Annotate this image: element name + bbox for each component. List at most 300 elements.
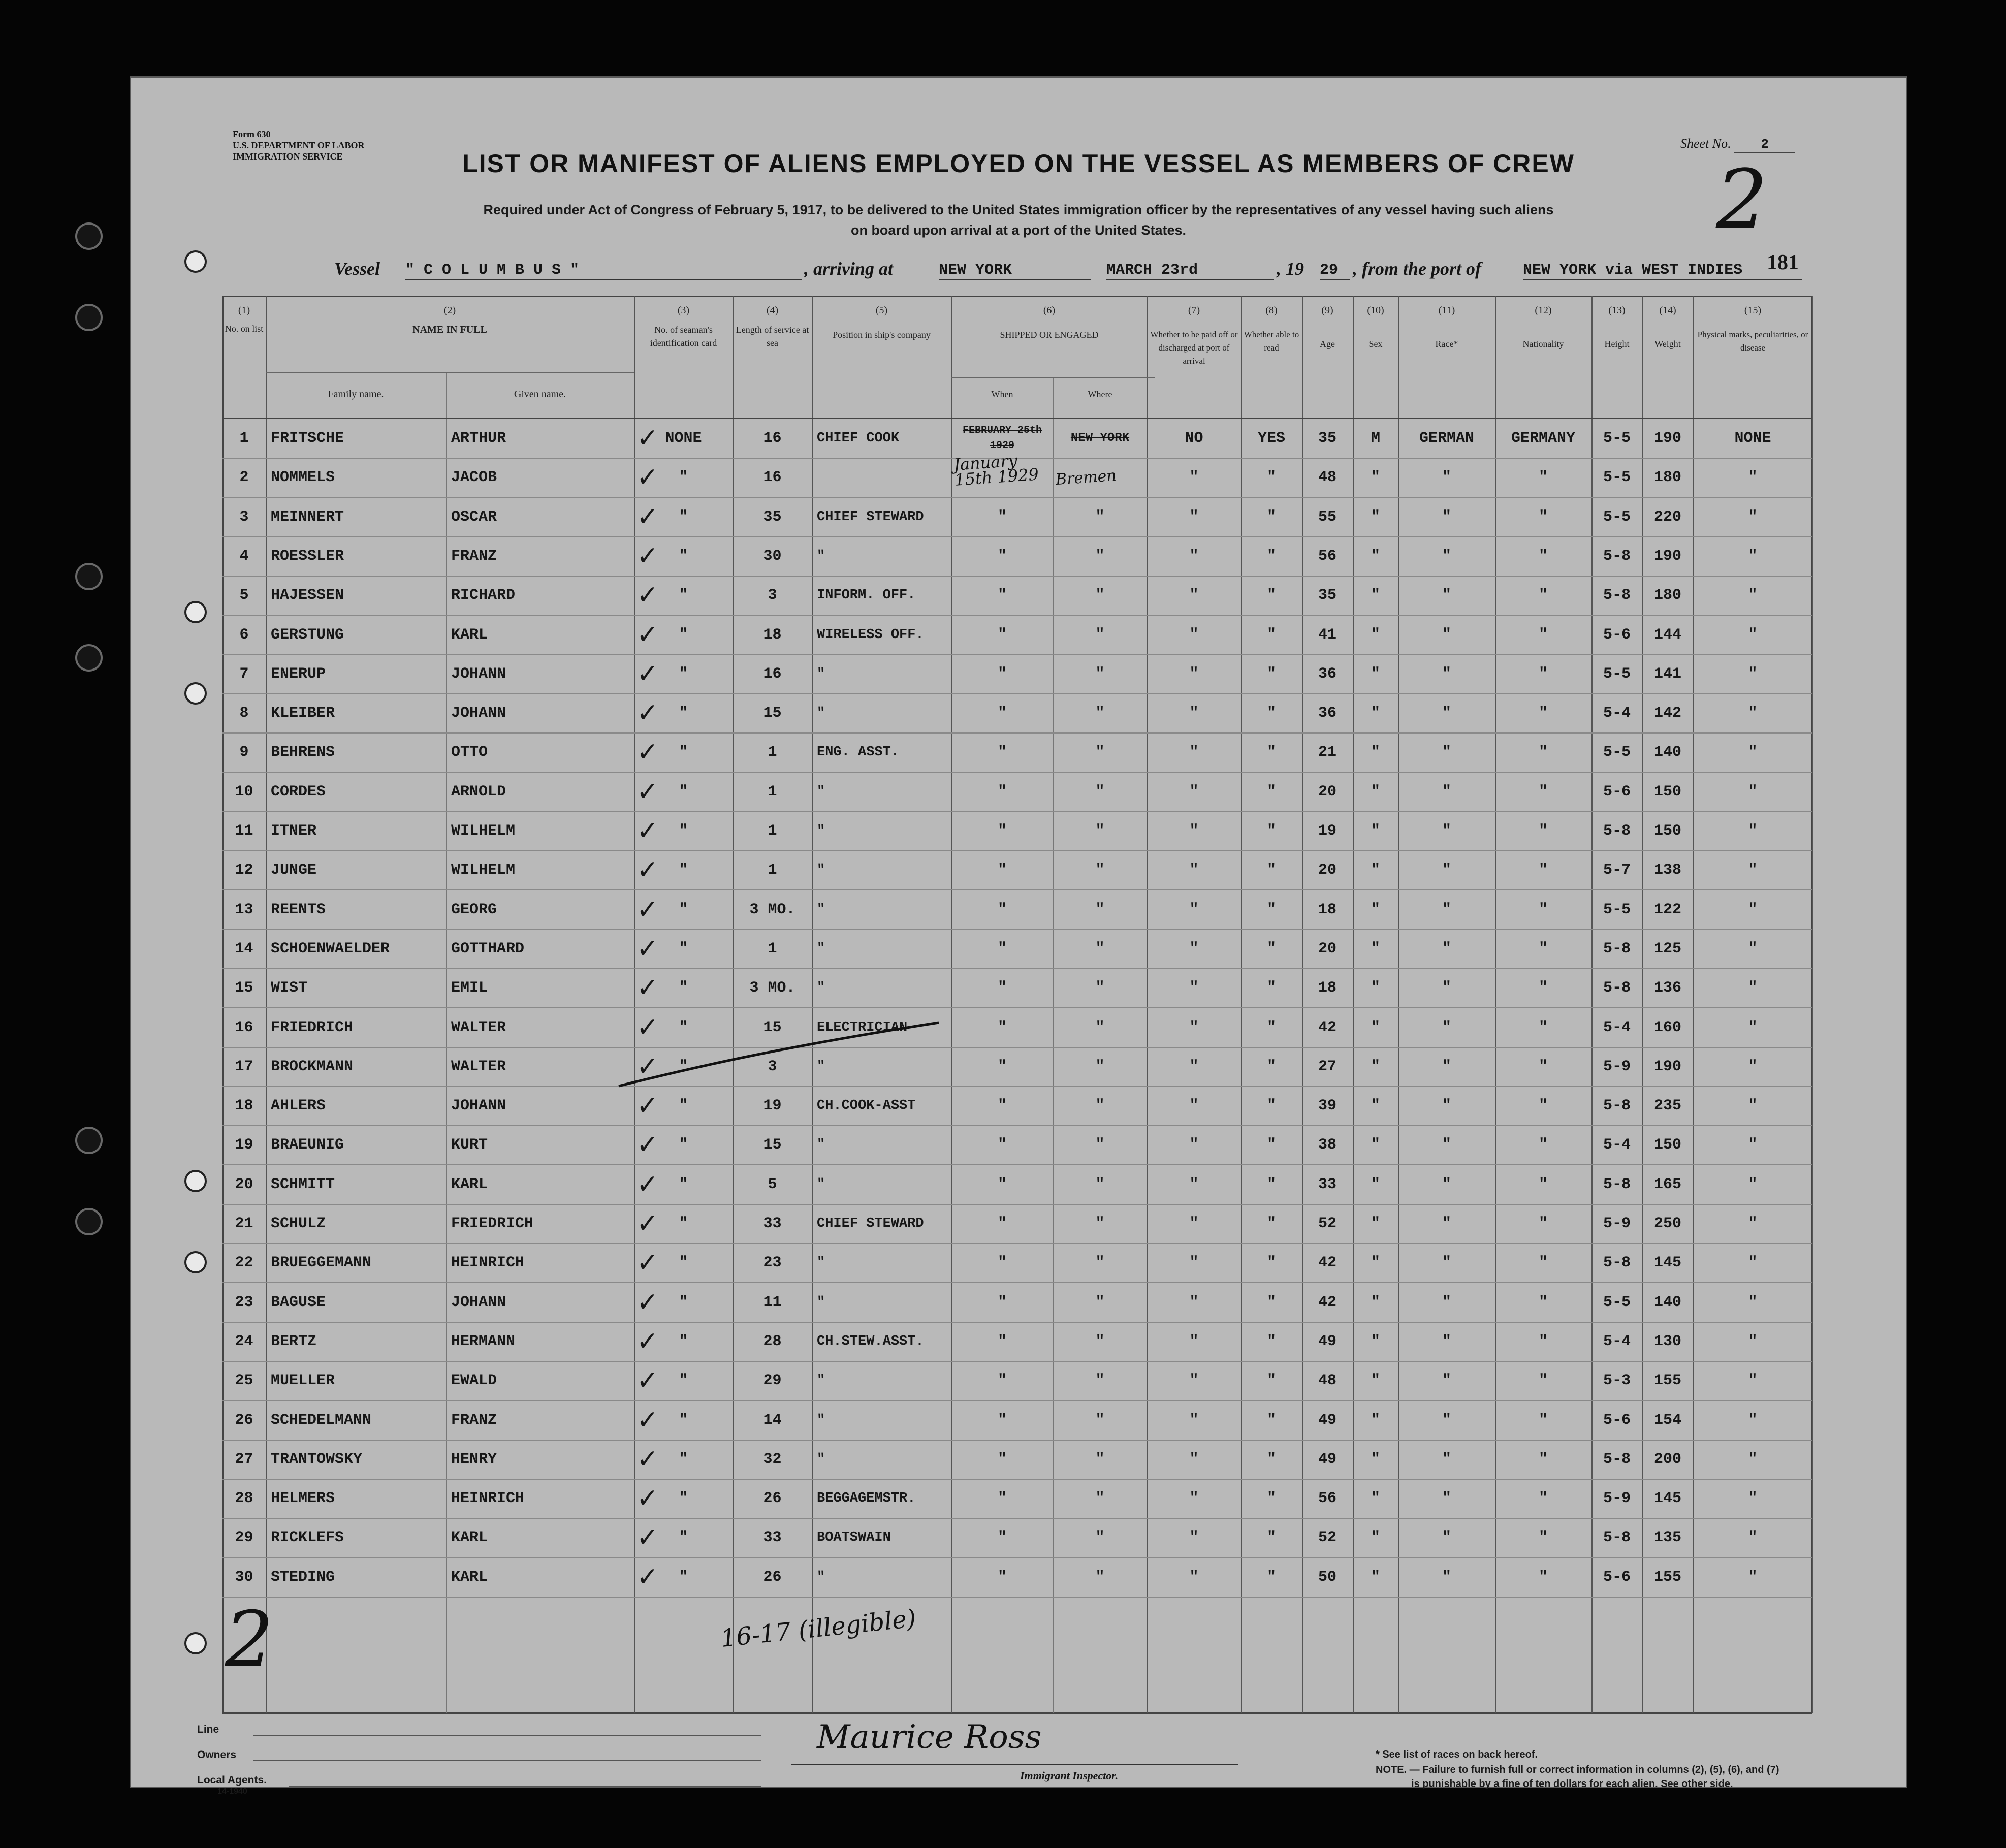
col-header-service: (4) Length of service at sea	[736, 305, 809, 348]
cell-position: CH.COOK-ASST	[817, 1098, 916, 1114]
cell-card: "	[679, 1568, 688, 1586]
cell-when: "	[997, 705, 1007, 722]
col-header-given-name: Given name.	[514, 389, 566, 400]
cell-family: KLEIBER	[271, 705, 335, 722]
cell-nationality: "	[1538, 940, 1548, 958]
col-header-no: (1) No. on list	[225, 305, 264, 334]
cell-race: "	[1442, 1450, 1451, 1468]
cell-where: "	[1095, 1450, 1105, 1468]
cell-family: JUNGE	[271, 862, 317, 879]
cell-card: "	[679, 1018, 688, 1036]
col-header-marks: (15) Physical marks, peculiarities, or disease	[1697, 305, 1808, 353]
cell-where: "	[1095, 1254, 1105, 1272]
cell-weight: 136	[1653, 979, 1681, 997]
cell-position: "	[817, 1176, 825, 1192]
check-mark-icon: ✓	[636, 462, 659, 493]
cell-age: 48	[1318, 1372, 1336, 1390]
cell-read: "	[1266, 979, 1276, 997]
note-line-2: is punishable by a fine of ten dollars for each alien. See other side.	[1411, 1778, 1733, 1790]
cell-given: EWALD	[451, 1372, 497, 1390]
cell-marks: "	[1748, 1215, 1758, 1232]
footer-agents-label: Local Agents.	[197, 1774, 267, 1786]
cell-when: "	[997, 1372, 1007, 1390]
cell-card: "	[679, 665, 688, 683]
cell-service: 3 MO.	[749, 979, 795, 997]
cell-position: "	[817, 1294, 825, 1310]
cell-age: 49	[1318, 1332, 1336, 1350]
cell-marks: "	[1748, 1568, 1758, 1586]
cell-position: "	[817, 980, 825, 996]
cell-age: 50	[1318, 1568, 1336, 1586]
cell-when: "	[997, 547, 1007, 565]
check-mark-icon: ✓	[636, 1169, 659, 1200]
cell-marks: "	[1748, 1058, 1758, 1075]
crew-row	[222, 616, 1812, 655]
crew-row	[222, 1204, 1812, 1244]
cell-paid: "	[1189, 705, 1199, 722]
cell-weight: 140	[1653, 1293, 1681, 1311]
cell-marks: "	[1748, 469, 1758, 487]
check-mark-icon: ✓	[636, 973, 659, 1004]
cell-read: "	[1266, 1058, 1276, 1075]
cell-no: 23	[235, 1293, 253, 1311]
cell-where: "	[1095, 1097, 1105, 1115]
cell-service: 1	[768, 783, 777, 801]
cell-weight: 135	[1653, 1529, 1681, 1547]
cell-height: 5-8	[1603, 547, 1631, 565]
col-header-paid-off: (7) Whether to be paid off or discharged at port of arrival	[1150, 305, 1238, 366]
cell-where: "	[1095, 1529, 1105, 1547]
cell-age: 52	[1318, 1529, 1336, 1547]
cell-family: SCHOENWAELDER	[271, 940, 390, 958]
crew-row	[222, 1087, 1812, 1126]
cell-given: JOHANN	[451, 665, 506, 683]
cell-weight: 150	[1653, 783, 1681, 801]
cell-race: "	[1442, 1293, 1451, 1311]
cell-when: "	[997, 1332, 1007, 1350]
cell-race: "	[1442, 705, 1451, 722]
arrival-year: 29	[1320, 262, 1350, 280]
cell-family: STEDING	[271, 1568, 335, 1586]
cell-family: BROCKMANN	[271, 1058, 354, 1075]
cell-age: 18	[1318, 901, 1336, 918]
cell-where: NEW YORK	[1070, 431, 1130, 445]
cell-age: 33	[1318, 1175, 1336, 1193]
cell-family: HAJESSEN	[271, 587, 344, 604]
col-header-when: When	[991, 389, 1013, 399]
cell-where: "	[1095, 744, 1105, 761]
cell-marks: "	[1748, 1018, 1758, 1036]
arrival-port: NEW YORK	[939, 262, 1091, 280]
cell-paid: "	[1189, 508, 1199, 526]
cell-no: 26	[235, 1411, 253, 1429]
cell-height: 5-8	[1603, 1097, 1631, 1115]
cell-service: 33	[763, 1215, 782, 1232]
cell-when: "	[997, 1254, 1007, 1272]
cell-given: JOHANN	[451, 705, 506, 722]
cell-position: "	[817, 706, 825, 721]
cell-race: "	[1442, 1136, 1451, 1154]
service-name: IMMIGRATION SERVICE	[233, 151, 343, 162]
inspector-signature: Maurice Ross	[817, 1718, 1042, 1756]
cell-where: "	[1095, 901, 1105, 918]
cell-given: KARL	[451, 1175, 488, 1193]
cell-given: JOHANN	[451, 1293, 506, 1311]
check-mark-icon: ✓	[636, 658, 659, 689]
cell-read: "	[1266, 469, 1276, 487]
cell-position: "	[817, 1255, 825, 1271]
cell-age: 36	[1318, 705, 1336, 722]
cell-weight: 145	[1653, 1254, 1681, 1272]
cell-sex: "	[1371, 1097, 1380, 1115]
cell-no: 8	[239, 705, 249, 722]
cell-position: "	[817, 1373, 825, 1389]
cell-family: CORDES	[271, 783, 326, 801]
cell-paid: "	[1189, 744, 1199, 761]
sheet-label: Sheet No.	[1680, 136, 1731, 151]
cell-no: 30	[235, 1568, 253, 1586]
binder-hole	[75, 1127, 103, 1154]
cell-no: 18	[235, 1097, 253, 1115]
cell-family: BRAEUNIG	[271, 1136, 344, 1154]
cell-paid: "	[1189, 665, 1199, 683]
cell-paid: "	[1189, 822, 1199, 840]
cell-position: CHIEF COOK	[817, 431, 900, 446]
cell-no: 7	[239, 665, 249, 683]
cell-no: 13	[235, 901, 253, 918]
footer-form-code: 14-1940	[217, 1787, 247, 1796]
cell-nationality: "	[1538, 1450, 1548, 1468]
cell-sex: "	[1371, 1018, 1380, 1036]
races-note: * See list of races on back hereof.	[1376, 1749, 1538, 1760]
cell-card: "	[679, 626, 688, 644]
cell-paid: "	[1189, 940, 1199, 958]
crew-row	[222, 773, 1812, 812]
crew-row	[222, 1283, 1812, 1323]
cell-nationality: "	[1538, 1215, 1548, 1232]
cell-paid: "	[1189, 469, 1199, 487]
cell-no: 21	[235, 1215, 253, 1232]
cell-given: HENRY	[451, 1450, 497, 1468]
cell-when: "	[997, 1215, 1007, 1232]
cell-weight: 125	[1653, 940, 1681, 958]
cell-family: ENERUP	[271, 665, 326, 683]
cell-age: 18	[1318, 979, 1336, 997]
cell-service: 3	[768, 1058, 777, 1075]
check-mark-icon: ✓	[636, 1444, 659, 1475]
cell-race: "	[1442, 1058, 1451, 1075]
cell-service: 11	[763, 1293, 782, 1311]
cell-height: 5-8	[1603, 1254, 1631, 1272]
cell-read: "	[1266, 1254, 1276, 1272]
cell-marks: "	[1748, 783, 1758, 801]
cell-age: 21	[1318, 744, 1336, 761]
check-mark-icon: ✓	[636, 1208, 659, 1239]
cell-weight: 165	[1653, 1175, 1681, 1193]
cell-nationality: "	[1538, 901, 1548, 918]
cell-read: "	[1266, 783, 1276, 801]
cell-where: "	[1095, 665, 1105, 683]
cell-marks: "	[1748, 1529, 1758, 1547]
cell-service: 30	[763, 547, 782, 565]
cell-age: 36	[1318, 665, 1336, 683]
cell-where: "	[1095, 1136, 1105, 1154]
check-mark-icon: ✓	[636, 1287, 659, 1318]
name-subheader-rule	[266, 372, 634, 373]
cell-nationality: "	[1538, 1018, 1548, 1036]
check-mark-icon: ✓	[636, 1483, 659, 1514]
cell-sex: "	[1371, 1136, 1380, 1154]
cell-service: 29	[763, 1372, 782, 1390]
cell-card: "	[679, 508, 688, 526]
signature-line	[791, 1764, 1238, 1765]
crew-row	[222, 851, 1812, 890]
cell-nationality: "	[1538, 1372, 1548, 1390]
cell-height: 5-9	[1603, 1215, 1631, 1232]
cell-where: "	[1095, 587, 1105, 604]
cell-marks: "	[1748, 744, 1758, 761]
cell-read: "	[1266, 665, 1276, 683]
cell-weight: 190	[1653, 1058, 1681, 1075]
cell-when: "	[997, 1411, 1007, 1429]
cell-marks: "	[1748, 1136, 1758, 1154]
cell-when: "	[997, 979, 1007, 997]
cell-given: WALTER	[451, 1018, 506, 1036]
col-header-height: (13) Height	[1604, 305, 1630, 349]
vessel-label: Vessel	[334, 259, 380, 279]
cell-weight: 160	[1653, 1018, 1681, 1036]
cell-paid: "	[1189, 626, 1199, 644]
check-mark-icon: ✓	[636, 1522, 659, 1553]
cell-no: 19	[235, 1136, 253, 1154]
cell-nationality: "	[1538, 705, 1548, 722]
check-mark-icon: ✓	[636, 855, 659, 886]
cell-race: "	[1442, 1529, 1451, 1547]
cell-sex: "	[1371, 1372, 1380, 1390]
cell-where: "	[1095, 547, 1105, 565]
cell-service: 3	[768, 587, 777, 604]
cell-age: 42	[1318, 1293, 1336, 1311]
cell-read: "	[1266, 901, 1276, 918]
cell-when: FEBRUARY 25th 1929	[962, 425, 1042, 452]
cell-marks: "	[1748, 1175, 1758, 1193]
cell-height: 5-4	[1603, 705, 1631, 722]
shipped-subheader-rule	[951, 377, 1155, 378]
cell-position: "	[817, 784, 825, 800]
col-header-family-name: Family name.	[328, 389, 384, 400]
cell-paid: "	[1189, 1136, 1199, 1154]
cell-no: 12	[235, 862, 253, 879]
handwritten-when-correction: January 15th 1929	[952, 451, 1040, 490]
cell-card: "	[679, 1058, 688, 1075]
cell-race: "	[1442, 587, 1451, 604]
cell-marks: "	[1748, 665, 1758, 683]
cell-given: GOTTHARD	[451, 940, 525, 958]
crew-row	[222, 812, 1812, 851]
cell-card: "	[679, 744, 688, 761]
cell-service: 16	[763, 430, 782, 447]
cell-service: 33	[763, 1529, 782, 1547]
cell-marks: "	[1748, 547, 1758, 565]
cell-marks: "	[1748, 1097, 1758, 1115]
crew-row	[222, 1440, 1812, 1480]
cell-marks: "	[1748, 1372, 1758, 1390]
binder-hole	[75, 1208, 103, 1235]
cell-card: "	[679, 1215, 688, 1232]
cell-family: MUELLER	[271, 1372, 335, 1390]
crew-row	[222, 1322, 1812, 1362]
cell-no: 1	[239, 430, 249, 447]
crew-row	[222, 1361, 1812, 1401]
footer-line-label: Line	[197, 1724, 219, 1735]
cell-family: WIST	[271, 979, 308, 997]
cell-race: GERMAN	[1419, 430, 1475, 447]
cell-position: INFORM. OFF.	[817, 588, 916, 603]
cell-family: BRUEGGEMANN	[271, 1254, 372, 1272]
cell-when: "	[997, 862, 1007, 879]
cell-given: JOHANN	[451, 1097, 506, 1115]
cell-marks: "	[1748, 508, 1758, 526]
cell-nationality: "	[1538, 1175, 1548, 1193]
cell-race: "	[1442, 469, 1451, 487]
from-label: , from the port of	[1353, 259, 1482, 279]
cell-position: CH.STEW.ASST.	[817, 1333, 924, 1349]
cell-height: 5-4	[1603, 1136, 1631, 1154]
cell-weight: 150	[1653, 822, 1681, 840]
crew-row	[222, 1401, 1812, 1441]
crew-row	[222, 1558, 1812, 1598]
cell-marks: "	[1748, 979, 1758, 997]
cell-race: "	[1442, 1175, 1451, 1193]
cell-sex: "	[1371, 1568, 1380, 1586]
cell-weight: 141	[1653, 665, 1681, 683]
manifest-sheet	[130, 76, 1907, 1796]
cell-sex: "	[1371, 862, 1380, 879]
check-mark-icon: ✓	[636, 1051, 659, 1082]
cell-age: 41	[1318, 626, 1336, 644]
handwritten-bottom-note: 16-17 (illegible)	[719, 1604, 917, 1653]
cell-sex: M	[1371, 430, 1380, 447]
cell-sex: "	[1371, 587, 1380, 604]
cell-age: 38	[1318, 1136, 1336, 1154]
cell-card: NONE	[665, 430, 702, 447]
cell-height: 5-6	[1603, 783, 1631, 801]
crew-row	[222, 1126, 1812, 1165]
cell-no: 2	[239, 469, 249, 487]
cell-age: 55	[1318, 508, 1336, 526]
cell-when: "	[997, 1175, 1007, 1193]
cell-position: "	[817, 548, 825, 564]
cell-read: "	[1266, 1215, 1276, 1232]
cell-marks: "	[1748, 822, 1758, 840]
cell-weight: 250	[1653, 1215, 1681, 1232]
cell-where: "	[1095, 1293, 1105, 1311]
cell-read: "	[1266, 1490, 1276, 1508]
cell-family: HELMERS	[271, 1490, 335, 1508]
cell-race: "	[1442, 626, 1451, 644]
cell-age: 20	[1318, 940, 1336, 958]
cell-read: "	[1266, 1332, 1276, 1350]
cell-when: "	[997, 1568, 1007, 1586]
inspector-label: Immigrant Inspector.	[1020, 1769, 1119, 1782]
cell-service: 1	[768, 744, 777, 761]
cell-race: "	[1442, 940, 1451, 958]
cell-family: FRITSCHE	[271, 430, 344, 447]
cell-where: "	[1095, 1372, 1105, 1390]
cell-given: ARNOLD	[451, 783, 506, 801]
cell-paid: "	[1189, 1175, 1199, 1193]
cell-nationality: "	[1538, 547, 1548, 565]
cell-no: 5	[239, 587, 249, 604]
cell-where: "	[1095, 1018, 1105, 1036]
cell-sex: "	[1371, 665, 1380, 683]
cell-race: "	[1442, 1411, 1451, 1429]
cell-given: HEINRICH	[451, 1254, 525, 1272]
line-field-underline	[253, 1735, 761, 1736]
cell-read: "	[1266, 1372, 1276, 1390]
cell-card: "	[679, 822, 688, 840]
cell-weight: 130	[1653, 1332, 1681, 1350]
crew-row	[222, 1047, 1812, 1087]
cell-family: BEHRENS	[271, 744, 335, 761]
cell-card: "	[679, 469, 688, 487]
cell-card: "	[679, 1097, 688, 1115]
cell-read: "	[1266, 940, 1276, 958]
check-mark-icon: ✓	[636, 1248, 659, 1279]
cell-age: 49	[1318, 1411, 1336, 1429]
cell-weight: 142	[1653, 705, 1681, 722]
cell-height: 5-5	[1603, 1293, 1631, 1311]
cell-position: BEGGAGEMSTR.	[817, 1491, 916, 1507]
cell-race: "	[1442, 822, 1451, 840]
cell-position: "	[817, 941, 825, 957]
cell-when: "	[997, 587, 1007, 604]
form-subtitle	[334, 200, 1703, 240]
handwritten-where-correction: Bremen	[1055, 466, 1117, 489]
cell-paid: "	[1189, 1568, 1199, 1586]
cell-sex: "	[1371, 1411, 1380, 1429]
owners-field-underline	[253, 1760, 761, 1761]
paper-hole	[184, 601, 207, 623]
cell-service: 28	[763, 1332, 782, 1350]
cell-no: 24	[235, 1332, 253, 1350]
cell-service: 15	[763, 1136, 782, 1154]
cell-no: 15	[235, 979, 253, 997]
cell-service: 1	[768, 862, 777, 879]
cell-given: KURT	[451, 1136, 488, 1154]
cell-paid: "	[1189, 1215, 1199, 1232]
subtitle-line-2: on board upon arrival at a port of the United States.	[850, 222, 1187, 238]
cell-marks: "	[1748, 901, 1758, 918]
cell-weight: 140	[1653, 744, 1681, 761]
cell-height: 5-5	[1603, 744, 1631, 761]
check-mark-icon: ✓	[636, 540, 659, 571]
cell-position: "	[817, 1137, 825, 1153]
cell-paid: "	[1189, 1529, 1199, 1547]
cell-paid: "	[1189, 1450, 1199, 1468]
subtitle-line-1: Required under Act of Congress of February 5, 1917, to be delivered to the United States immigration officer by the representatives of any vessel having such aliens	[483, 202, 1554, 217]
cell-family: BAGUSE	[271, 1293, 326, 1311]
cell-where: "	[1095, 822, 1105, 840]
cell-card: "	[679, 547, 688, 565]
cell-read: "	[1266, 862, 1276, 879]
cell-age: 56	[1318, 1490, 1336, 1508]
cell-height: 5-8	[1603, 1175, 1631, 1193]
check-mark-icon: ✓	[636, 894, 659, 925]
cell-given: OSCAR	[451, 508, 497, 526]
cell-paid: "	[1189, 783, 1199, 801]
cell-where: "	[1095, 1411, 1105, 1429]
